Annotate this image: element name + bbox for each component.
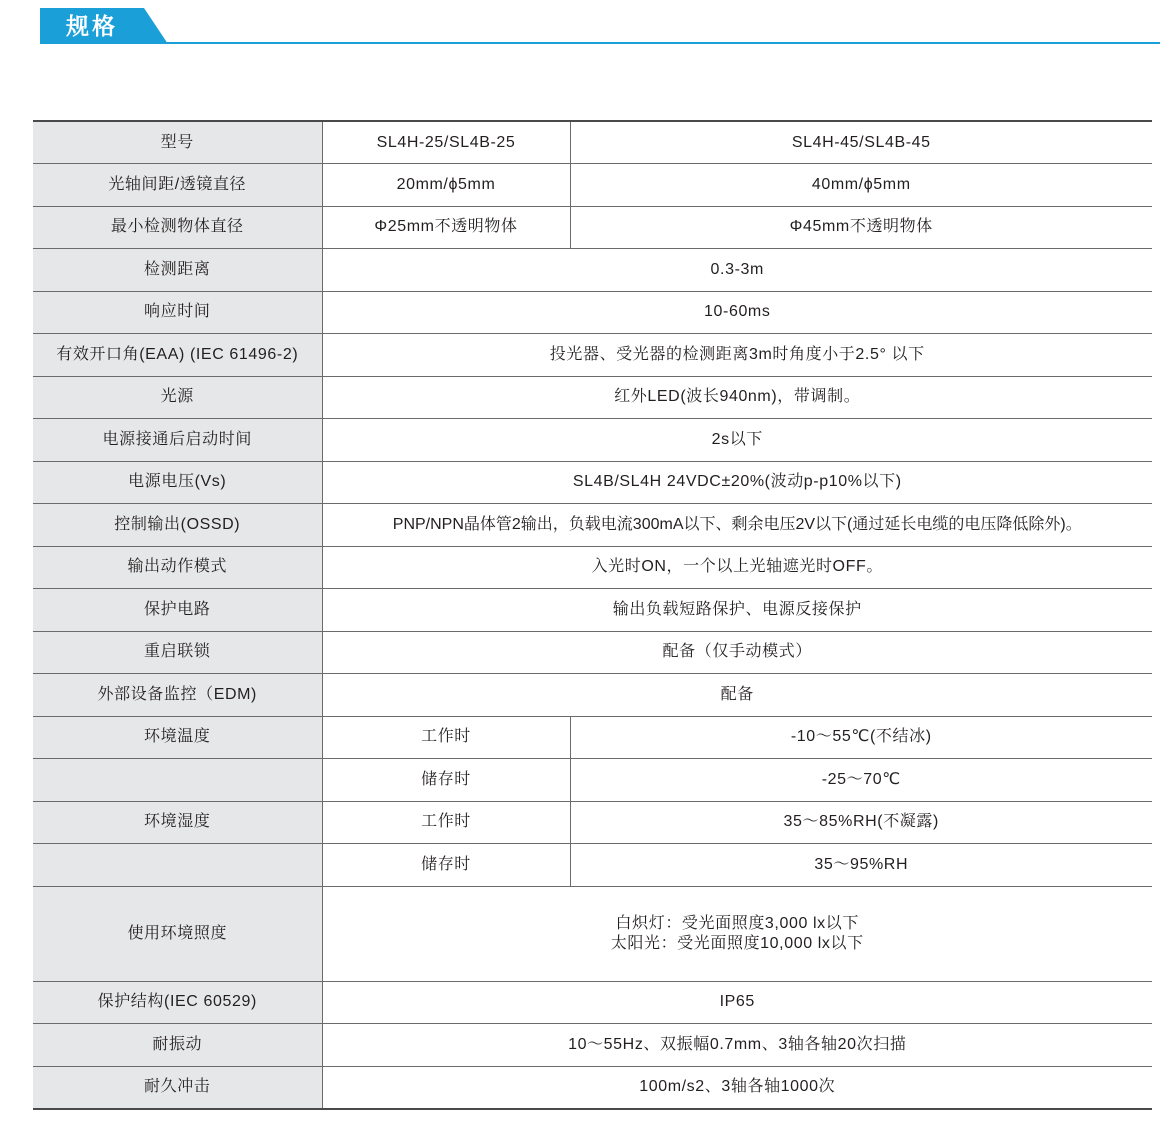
row-label: 最小检测物体直径 <box>33 206 322 249</box>
cell-value: -25～70℃ <box>570 759 1152 802</box>
cell-value: 35～85%RH(不凝露) <box>570 801 1152 844</box>
cell-value: -10～55℃(不结冰) <box>570 716 1152 759</box>
cell-value: 100m/s2、3轴各轴1000次 <box>322 1066 1152 1109</box>
cell-value: SL4H-25/SL4B-25 <box>322 121 570 164</box>
page-title: 规格 <box>66 13 118 39</box>
table-row-light-source <box>33 376 1152 419</box>
table-row-pitch <box>33 164 1152 207</box>
cell-value: 0.3-3m <box>322 249 1152 292</box>
table-row-humidity-operating <box>33 801 1152 844</box>
row-label: 电源电压(Vs) <box>33 461 322 504</box>
row-label: 光源 <box>33 376 322 419</box>
row-label: 电源接通后启动时间 <box>33 419 322 462</box>
cell-value: Φ45mm不透明物体 <box>570 206 1152 249</box>
row-label: 输出动作模式 <box>33 546 322 589</box>
table-row-output <box>33 504 1152 547</box>
cell-value: 40mm/ϕ5mm <box>570 164 1152 207</box>
row-label-empty <box>33 759 322 802</box>
cell-value: 配备 <box>322 674 1152 717</box>
illuminance-incandescent: 白炽灯：受光面照度3,000 lx以下 <box>615 914 859 932</box>
cell-sub-label: 储存时 <box>322 844 570 887</box>
row-label: 重启联锁 <box>33 631 322 674</box>
header-underline <box>40 42 1160 44</box>
row-label: 型号 <box>33 121 322 164</box>
cell-value: 20mm/ϕ5mm <box>322 164 570 207</box>
row-label: 耐振动 <box>33 1024 322 1067</box>
table-row-min-object <box>33 206 1152 249</box>
table-row-mode <box>33 546 1152 589</box>
cell-value: 10-60ms <box>322 291 1152 334</box>
row-label-empty <box>33 844 322 887</box>
cell-value: 投光器、受光器的检测距离3m时角度小于2.5° 以下 <box>322 334 1152 377</box>
table-row-illuminance <box>33 886 1152 981</box>
row-label: 使用环境照度 <box>33 886 322 981</box>
cell-value: 2s以下 <box>322 419 1152 462</box>
section-header <box>0 0 1170 50</box>
cell-value: PNP/NPN晶体管2输出，负载电流300mA以下、剩余电压2V以下(通过延长电缆的电压降低除外)。 <box>322 504 1152 547</box>
table-row-enclosure <box>33 981 1152 1024</box>
row-label: 响应时间 <box>33 291 322 334</box>
illuminance-sunlight: 太阳光：受光面照度10,000 lx以下 <box>610 934 864 952</box>
table-row-edm <box>33 674 1152 717</box>
cell-sub-label: 工作时 <box>322 801 570 844</box>
table-row-protection-circuit <box>33 589 1152 632</box>
spec-table <box>33 120 1152 1110</box>
row-label: 保护结构(IEC 60529) <box>33 981 322 1024</box>
cell-value: 配备（仅手动模式） <box>322 631 1152 674</box>
row-label: 环境湿度 <box>33 801 322 844</box>
row-label: 光轴间距/透镜直径 <box>33 164 322 207</box>
table-row-temp-storage <box>33 759 1152 802</box>
table-row-shock <box>33 1066 1152 1109</box>
row-label: 有效开口角(EAA) (IEC 61496-2) <box>33 334 322 377</box>
cell-value: 10～55Hz、双振幅0.7mm、3轴各轴20次扫描 <box>322 1024 1152 1067</box>
cell-value: IP65 <box>322 981 1152 1024</box>
cell-value: 入光时ON，一个以上光轴遮光时OFF。 <box>322 546 1152 589</box>
table-row-humidity-storage <box>33 844 1152 887</box>
cell-value: Φ25mm不透明物体 <box>322 206 570 249</box>
row-label: 检测距离 <box>33 249 322 292</box>
row-label: 保护电路 <box>33 589 322 632</box>
table-row-distance <box>33 249 1152 292</box>
cell-sub-label: 工作时 <box>322 716 570 759</box>
row-label: 耐久冲击 <box>33 1066 322 1109</box>
table-row-eaa <box>33 334 1152 377</box>
row-label: 控制输出(OSSD) <box>33 504 322 547</box>
cell-value: SL4B/SL4H 24VDC±20%(波动p-p10%以下) <box>322 461 1152 504</box>
table-row-temp-operating <box>33 716 1152 759</box>
table-row-response <box>33 291 1152 334</box>
table-row-vibration <box>33 1024 1152 1067</box>
table-row-startup <box>33 419 1152 462</box>
cell-value: 输出负载短路保护、电源反接保护 <box>322 589 1152 632</box>
cell-value: 红外LED(波长940nm)，带调制。 <box>322 376 1152 419</box>
cell-value: SL4H-45/SL4B-45 <box>570 121 1152 164</box>
table-row-voltage <box>33 461 1152 504</box>
row-label: 外部设备监控（EDM) <box>33 674 322 717</box>
cell-sub-label: 储存时 <box>322 759 570 802</box>
table-row-restart <box>33 631 1152 674</box>
table-row-model <box>33 121 1152 164</box>
cell-value <box>322 886 1152 981</box>
row-label: 环境温度 <box>33 716 322 759</box>
cell-value: 35～95%RH <box>570 844 1152 887</box>
